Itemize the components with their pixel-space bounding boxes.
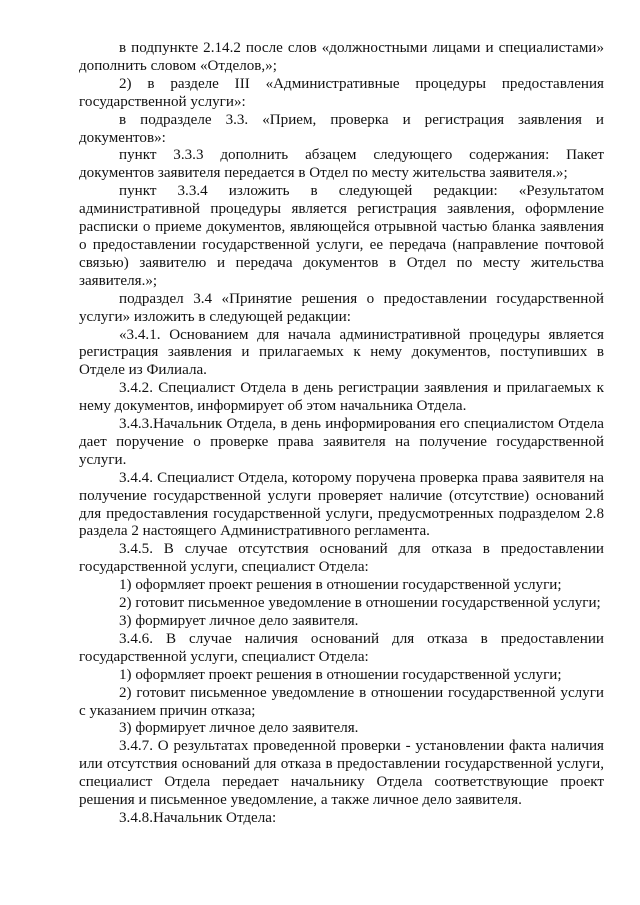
list-item-3-4-6-2: 2) готовит письменное уведомление в отношении государственной услуги с указанием причин отказа; [79, 684, 604, 719]
paragraph-3-4-1: «3.4.1. Основанием для начала административной процедуры является регистрация заявления и прилагаемых к нему документов, поступивших в Отделе из Филиала. [79, 326, 604, 379]
paragraph-3-4-6: 3.4.6. В случае наличия оснований для отказа в предоставлении государственной услуги, специалист Отдела: [79, 630, 604, 665]
list-item-3-4-5-1: 1) оформляет проект решения в отношении государственной услуги; [119, 577, 562, 594]
paragraph-subsection-3-3: в подразделе 3.3. «Прием, проверка и регистрация заявления и документов»: [79, 111, 604, 146]
paragraph-3-4-3: 3.4.3.Начальник Отдела, в день информирования его специалистом Отдела дает поручение о проверке права заявителя на получение государственной услуги. [79, 416, 604, 468]
paragraph-point-3-3-4: пункт 3.3.4 изложить в следующей редакции: «Результатом административной процедуры является регистрация заявления, оформление расписки о приеме документов, являющейся отрывной частью бланка заявления о предоставлении государственной услуги, ее передача (направление почтовой связью) заявителю и передача документов в Отдел по месту жительства заявителя.»; [79, 183, 604, 289]
paragraph-subsection-3-4: подраздел 3.4 «Принятие решения о предоставлении государственной услуги» изложить в следующей редакции: [79, 290, 604, 325]
paragraph-subpoint-2-14-2: в подпункте 2.14.2 после слов «должностными лицами и специалистами» дополнить словом «Отделов,»; [79, 40, 604, 74]
paragraph-3-4-4: 3.4.4. Специалист Отдела, которому поручена проверка права заявителя на получение государственной услуги проверяет наличие (отсутствие) оснований для предоставления государственной услуги, предусмотренных подразделом 2.8 раздела 2 настоящего Административного регламента. [79, 469, 604, 540]
document-page [79, 40, 604, 828]
paragraph-section-iii: 2) в разделе III «Административные процедуры предоставления государственной услуги»: [79, 75, 604, 110]
paragraph-point-3-3-3: пункт 3.3.3 дополнить абзацем следующего содержания: Пакет документов заявителя передается в Отдел по месту жительства заявителя.»; [79, 147, 604, 182]
paragraph-3-4-2: 3.4.2. Специалист Отдела в день регистрации заявления и прилагаемых к нему документов, информирует об этом начальника Отдела. [79, 380, 604, 415]
list-item-3-4-5-2: 2) готовит письменное уведомление в отношении государственной услуги; [119, 595, 601, 612]
list-item-3-4-6-3: 3) формирует личное дело заявителя. [119, 720, 359, 737]
list-item-3-4-6-1: 1) оформляет проект решения в отношении государственной услуги; [119, 666, 562, 683]
paragraph-3-4-5: 3.4.5. В случае отсутствия оснований для отказа в предоставлении государственной услуги, специалист Отдела: [79, 541, 604, 576]
paragraph-3-4-8: 3.4.8.Начальник Отдела: [119, 809, 277, 826]
paragraph-3-4-7: 3.4.7. О результатах проведенной проверки - установлении факта наличия или отсутствия оснований для отказа в предоставлении государственной услуги, специалист Отдела передает начальнику Отдела соответствующие проект решения и письменное уведомление, а также личное дело заявителя. [79, 738, 604, 809]
list-item-3-4-5-3: 3) формирует личное дело заявителя. [119, 613, 359, 629]
